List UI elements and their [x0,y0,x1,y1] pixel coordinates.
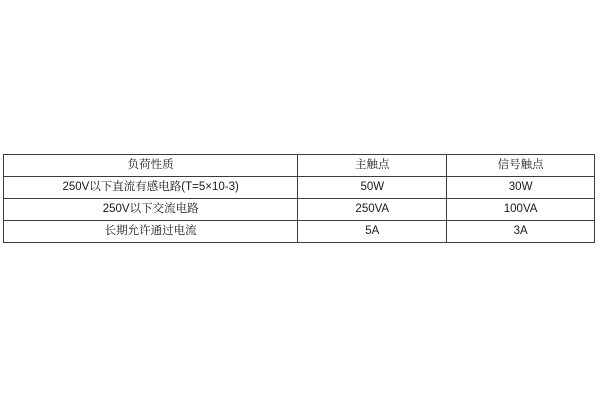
cell-load-nature: 长期允许通过电流 [4,221,298,243]
cell-main-contact: 250VA [298,199,447,221]
header-main-contact: 主触点 [298,155,447,177]
table-row [4,177,595,199]
contact-load-spec-table [3,154,595,243]
table-header-row [4,155,595,177]
cell-signal-contact: 30W [447,177,595,199]
cell-signal-contact: 3A [447,221,595,243]
table-row [4,221,595,243]
header-load-nature: 负荷性质 [4,155,298,177]
cell-main-contact: 50W [298,177,447,199]
cell-load-nature: 250V以下直流有感电路(T=5×10-3) [4,177,298,199]
table-row [4,199,595,221]
header-signal-contact: 信号触点 [447,155,595,177]
cell-load-nature: 250V以下交流电路 [4,199,298,221]
cell-main-contact: 5A [298,221,447,243]
cell-signal-contact: 100VA [447,199,595,221]
